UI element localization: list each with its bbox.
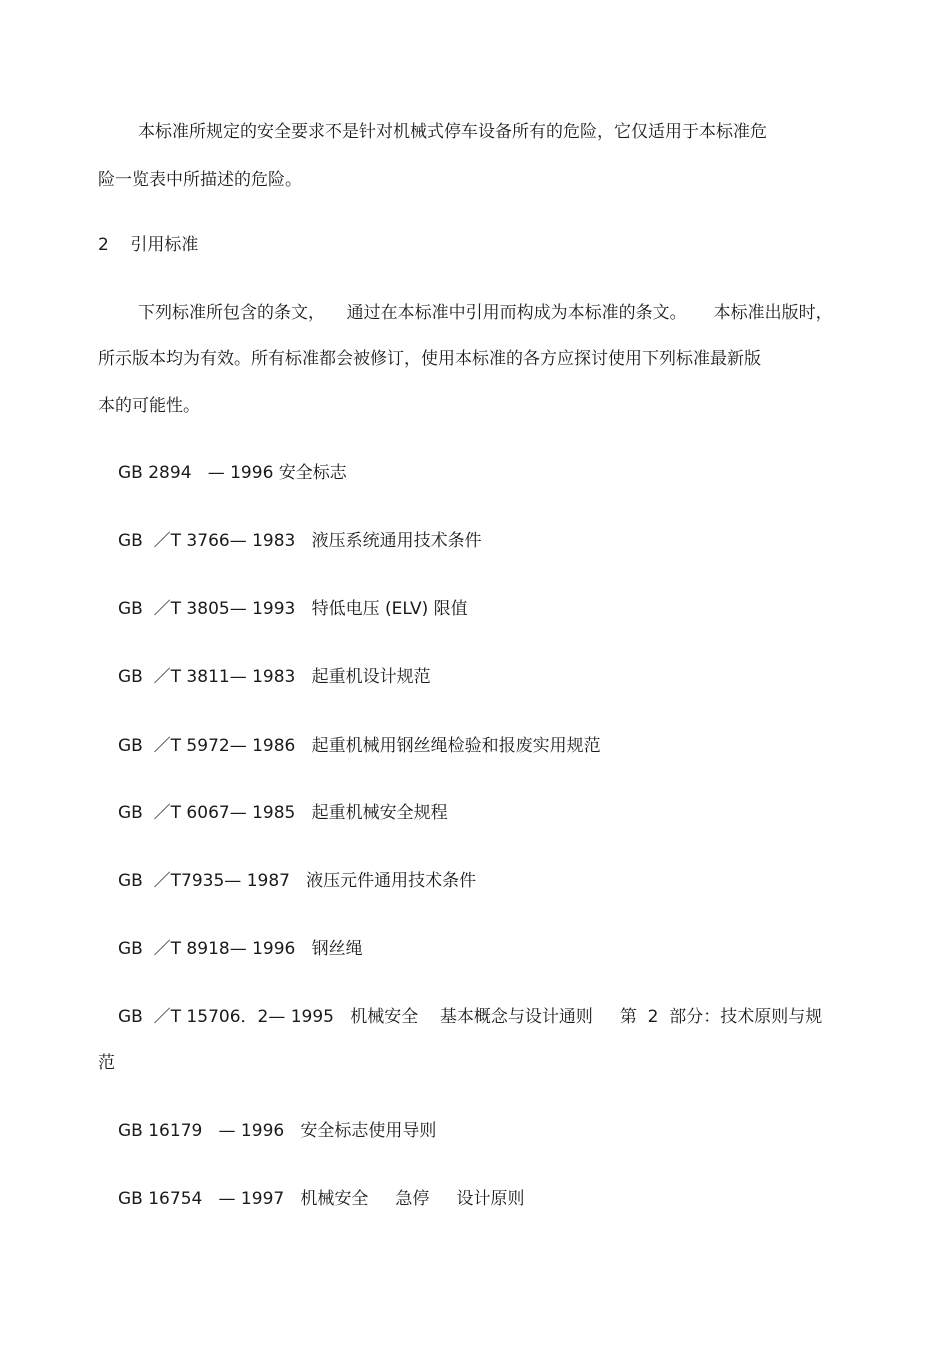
reference-item: GB 16754 — 1997 机械安全 急停 设计原则 — [118, 1189, 525, 1209]
reference-item: GB ／T 3766— 1983 液压系统通用技术条件 — [118, 531, 482, 551]
reference-item: GB ／T 6067— 1985 起重机械安全规程 — [118, 803, 448, 823]
reference-item: GB ／T 3811— 1983 起重机设计规范 — [118, 667, 431, 687]
scope-paragraph-line-1: 本标准所规定的安全要求不是针对机械式停车设备所有的危险，它仅适用于本标准危 — [138, 122, 767, 142]
reference-item: GB 2894 — 1996 安全标志 — [118, 463, 347, 483]
scope-paragraph-line-2: 险一览表中所描述的危险。 — [98, 170, 302, 190]
intro-paragraph-line-2: 所示版本均为有效。所有标准都会被修订，使用本标准的各方应探讨使用下列标准最新版 — [98, 349, 761, 369]
section-heading: 2 引用标准 — [98, 235, 199, 255]
reference-item: GB ／T 8918— 1996 钢丝绳 — [118, 939, 363, 959]
intro-paragraph-line-3: 本的可能性。 — [98, 396, 200, 416]
reference-item-continuation: 范 — [98, 1053, 115, 1073]
reference-item: GB ／T7935— 1987 液压元件通用技术条件 — [118, 871, 477, 891]
reference-item: GB ／T 5972— 1986 起重机械用钢丝绳检验和报废实用规范 — [118, 736, 601, 756]
intro-paragraph-line-1: 下列标准所包含的条文， 通过在本标准中引用而构成为本标准的条文。 本标准出版时， — [138, 303, 833, 323]
reference-item: GB 16179 — 1996 安全标志使用导则 — [118, 1121, 437, 1141]
reference-item: GB ／T 15706．2— 1995 机械安全 基本概念与设计通则 第 2 部分：技术原则与规 — [118, 1007, 823, 1027]
reference-item: GB ／T 3805— 1993 特低电压 (ELV) 限值 — [118, 599, 468, 619]
